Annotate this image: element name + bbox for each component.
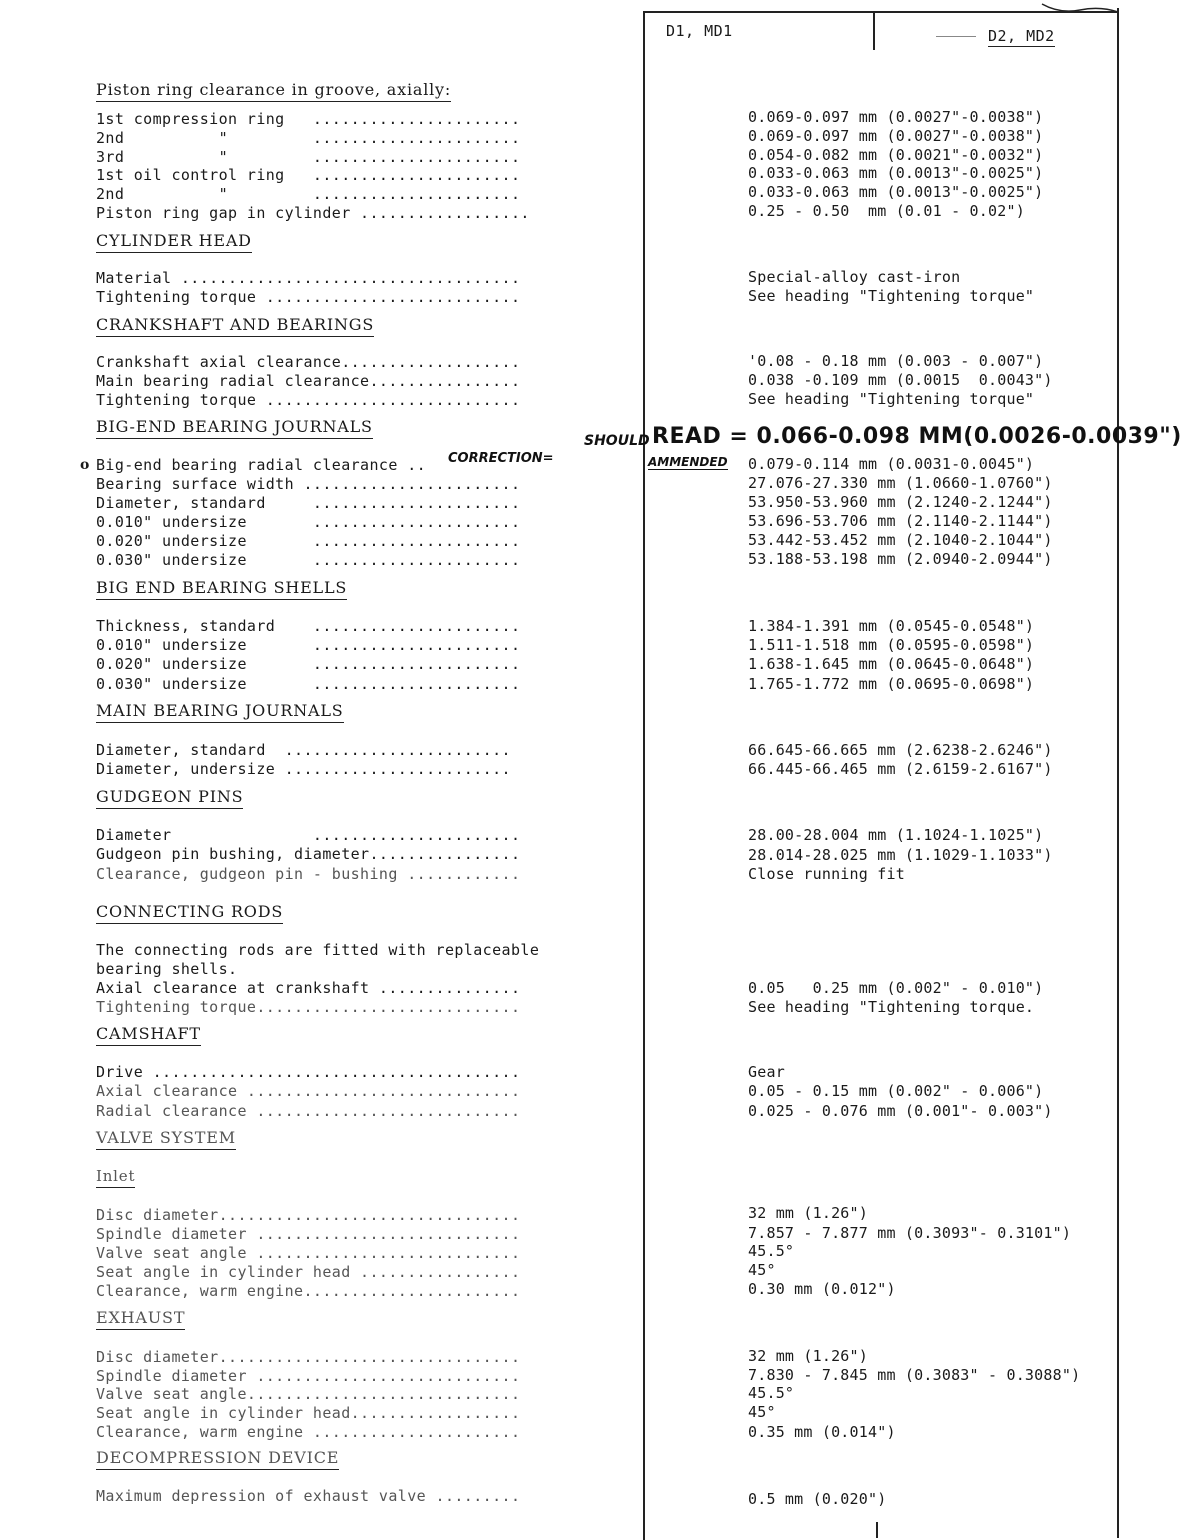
- spec-value: 1.765-1.772 mm (0.0695-0.0698"): [748, 675, 1035, 693]
- conrods-note-line2: bearing shells.: [96, 960, 238, 978]
- spec-label: Big-end bearing radial clearance ..: [96, 456, 427, 474]
- spec-label: Drive .......................................: [96, 1063, 521, 1081]
- spec-label: Thickness, standard ......................: [96, 617, 521, 635]
- spec-value: 0.25 - 0.50 mm (0.01 - 0.02"): [748, 202, 1025, 220]
- section-heading-piston: Piston ring clearance in groove, axially:: [96, 80, 451, 102]
- spec-label: Spindle diameter ............................: [96, 1225, 521, 1243]
- spec-label: 0.020" undersize ......................: [96, 655, 521, 673]
- spec-label: 2nd " ......................: [96, 129, 521, 147]
- handwritten-correction-value: READ = 0.066-0.098 MM(0.0026-0.0039"): [652, 424, 1182, 449]
- spec-value: 66.645-66.665 mm (2.6238-2.6246"): [748, 741, 1053, 759]
- spec-label: 2nd " ......................: [96, 185, 521, 203]
- spec-label: Valve seat angle.............................: [96, 1385, 521, 1403]
- spec-label: 0.030" undersize ......................: [96, 675, 521, 693]
- spec-label: Spindle diameter ............................: [96, 1367, 521, 1385]
- spec-value: 0.033-0.063 mm (0.0013"-0.0025"): [748, 164, 1044, 182]
- spec-value: 53.696-53.706 mm (2.1140-2.1144"): [748, 512, 1053, 530]
- spec-label: Axial clearance at crankshaft ...............: [96, 979, 521, 997]
- spec-value: 0.038 -0.109 mm (0.0015 0.0043"): [748, 371, 1053, 389]
- spec-value: 45.5°: [748, 1384, 795, 1402]
- section-heading-valve: VALVE SYSTEM: [96, 1128, 236, 1150]
- spec-label: 1st oil control ring ......................: [96, 166, 521, 184]
- spec-value: 7.857 - 7.877 mm (0.3093"- 0.3101"): [748, 1224, 1072, 1242]
- spec-value: 0.05 0.25 mm (0.002" - 0.010"): [748, 979, 1044, 997]
- column-header-d1: D1, MD1: [666, 22, 733, 40]
- spec-value: 7.830 - 7.845 mm (0.3083" - 0.3088"): [748, 1366, 1081, 1384]
- section-heading-big-end-shells: BIG END BEARING SHELLS: [96, 578, 347, 600]
- spec-label: Diameter ......................: [96, 826, 521, 844]
- handwritten-correction-label: CORRECTION=: [448, 451, 554, 466]
- spec-value: See heading "Tightening torque.: [748, 998, 1035, 1016]
- section-heading-main-journals: MAIN BEARING JOURNALS: [96, 701, 344, 723]
- spec-value: 45°: [748, 1261, 776, 1279]
- bullet-marker: o: [80, 457, 90, 473]
- faint-dash: [936, 36, 976, 37]
- frame-left-border: [643, 12, 645, 1540]
- spec-value: Special-alloy cast-iron: [748, 268, 961, 286]
- spec-value: 0.05 - 0.15 mm (0.002" - 0.006"): [748, 1082, 1044, 1100]
- spec-label: Seat angle in cylinder head..................: [96, 1404, 521, 1422]
- spec-label: Tightening torque ...........................: [96, 391, 521, 409]
- spec-value: 0.069-0.097 mm (0.0027"-0.0038"): [748, 108, 1044, 126]
- spec-value: 28.00-28.004 mm (1.1024-1.1025"): [748, 826, 1044, 844]
- spec-value: See heading "Tightening torque": [748, 287, 1035, 305]
- spec-label: Diameter, undersize ........................: [96, 760, 511, 778]
- spec-value: 0.30 mm (0.012"): [748, 1280, 896, 1298]
- spec-value: 53.442-53.452 mm (2.1040-2.1044"): [748, 531, 1053, 549]
- spec-label: Disc diameter................................: [96, 1348, 521, 1366]
- spec-value: 27.076-27.330 mm (1.0660-1.0760"): [748, 474, 1053, 492]
- subheading-inlet: Inlet: [96, 1167, 135, 1188]
- spec-value: Close running fit: [748, 865, 905, 883]
- spec-label: Seat angle in cylinder head .................: [96, 1263, 521, 1281]
- spec-label: 0.010" undersize ......................: [96, 636, 521, 654]
- section-heading-crankshaft: CRANKSHAFT AND BEARINGS: [96, 315, 374, 337]
- spec-value: 0.025 - 0.076 mm (0.001"- 0.003"): [748, 1102, 1053, 1120]
- spec-value: 32 mm (1.26"): [748, 1204, 868, 1222]
- column-divider: [873, 12, 875, 50]
- spec-label: 1st compression ring ......................: [96, 110, 521, 128]
- subheading-exhaust: EXHAUST: [96, 1308, 185, 1330]
- spec-label: Tightening torque............................: [96, 998, 521, 1016]
- spec-label: Main bearing radial clearance................: [96, 372, 521, 390]
- spec-value: 66.445-66.465 mm (2.6159-2.6167"): [748, 760, 1053, 778]
- spec-label: Clearance, warm engine.......................: [96, 1282, 521, 1300]
- spec-label: Piston ring gap in cylinder ..................: [96, 204, 530, 222]
- spec-value: 28.014-28.025 mm (1.1029-1.1033"): [748, 846, 1053, 864]
- spec-label: Diameter, standard ......................: [96, 494, 521, 512]
- spec-value: 53.950-53.960 mm (2.1240-2.1244"): [748, 493, 1053, 511]
- conrods-note-line1: The connecting rods are fitted with replaceable: [96, 941, 540, 959]
- spec-label: 3rd " ......................: [96, 148, 521, 166]
- spec-value: 45°: [748, 1403, 776, 1421]
- spec-value: 32 mm (1.26"): [748, 1347, 868, 1365]
- section-heading-camshaft: CAMSHAFT: [96, 1024, 201, 1046]
- spec-value: 0.5 mm (0.020"): [748, 1490, 887, 1508]
- spec-value: See heading "Tightening torque": [748, 390, 1035, 408]
- corner-scribble-icon: [1040, 0, 1120, 20]
- spec-label: Diameter, standard ........................: [96, 741, 511, 759]
- spec-value: 0.35 mm (0.014"): [748, 1423, 896, 1441]
- spec-label: Material ....................................: [96, 269, 521, 287]
- spec-label: Crankshaft axial clearance...................: [96, 353, 521, 371]
- spec-value: 0.054-0.082 mm (0.0021"-0.0032"): [748, 146, 1044, 164]
- section-heading-cylinder-head: CYLINDER HEAD: [96, 231, 252, 253]
- section-heading-gudgeon: GUDGEON PINS: [96, 787, 243, 809]
- column-header-d2: D2, MD2: [988, 27, 1055, 45]
- spec-value: '0.08 - 0.18 mm (0.003 - 0.007"): [748, 352, 1044, 370]
- handwritten-ammended: AMMENDED: [648, 455, 728, 469]
- spec-label: 0.030" undersize ......................: [96, 551, 521, 569]
- spec-label: Tightening torque ...........................: [96, 288, 521, 306]
- spec-label: 0.020" undersize ......................: [96, 532, 521, 550]
- spec-value: 1.384-1.391 mm (0.0545-0.0548"): [748, 617, 1035, 635]
- spec-value: 0.079-0.114 mm (0.0031-0.0045"): [748, 455, 1035, 473]
- spec-label: Axial clearance .............................: [96, 1082, 521, 1100]
- spec-value: 1.511-1.518 mm (0.0595-0.0598"): [748, 636, 1035, 654]
- bottom-tick-mark: [876, 1522, 878, 1538]
- spec-label: Radial clearance ............................: [96, 1102, 521, 1120]
- section-heading-big-end-journals: BIG-END BEARING JOURNALS: [96, 417, 373, 439]
- spec-label: Bearing surface width .......................: [96, 475, 521, 493]
- spec-value: 45.5°: [748, 1242, 795, 1260]
- spec-label: Clearance, gudgeon pin - bushing ............: [96, 865, 521, 883]
- spec-value: 0.033-0.063 mm (0.0013"-0.0025"): [748, 183, 1044, 201]
- spec-value: 53.188-53.198 mm (2.0940-2.0944"): [748, 550, 1053, 568]
- spec-value: 1.638-1.645 mm (0.0645-0.0648"): [748, 655, 1035, 673]
- spec-label: Maximum depression of exhaust valve .........: [96, 1487, 521, 1505]
- spec-label: Disc diameter................................: [96, 1206, 521, 1224]
- handwritten-should: SHOULD: [584, 433, 650, 449]
- spec-label: Gudgeon pin bushing, diameter................: [96, 845, 521, 863]
- frame-right-border: [1117, 8, 1119, 1538]
- section-heading-conrods: CONNECTING RODS: [96, 902, 283, 924]
- spec-label: Valve seat angle ............................: [96, 1244, 521, 1262]
- spec-label: Clearance, warm engine ......................: [96, 1423, 521, 1441]
- spec-label: 0.010" undersize ......................: [96, 513, 521, 531]
- spec-value: Gear: [748, 1063, 785, 1081]
- spec-value: 0.069-0.097 mm (0.0027"-0.0038"): [748, 127, 1044, 145]
- section-heading-decomp: DECOMPRESSION DEVICE: [96, 1448, 339, 1470]
